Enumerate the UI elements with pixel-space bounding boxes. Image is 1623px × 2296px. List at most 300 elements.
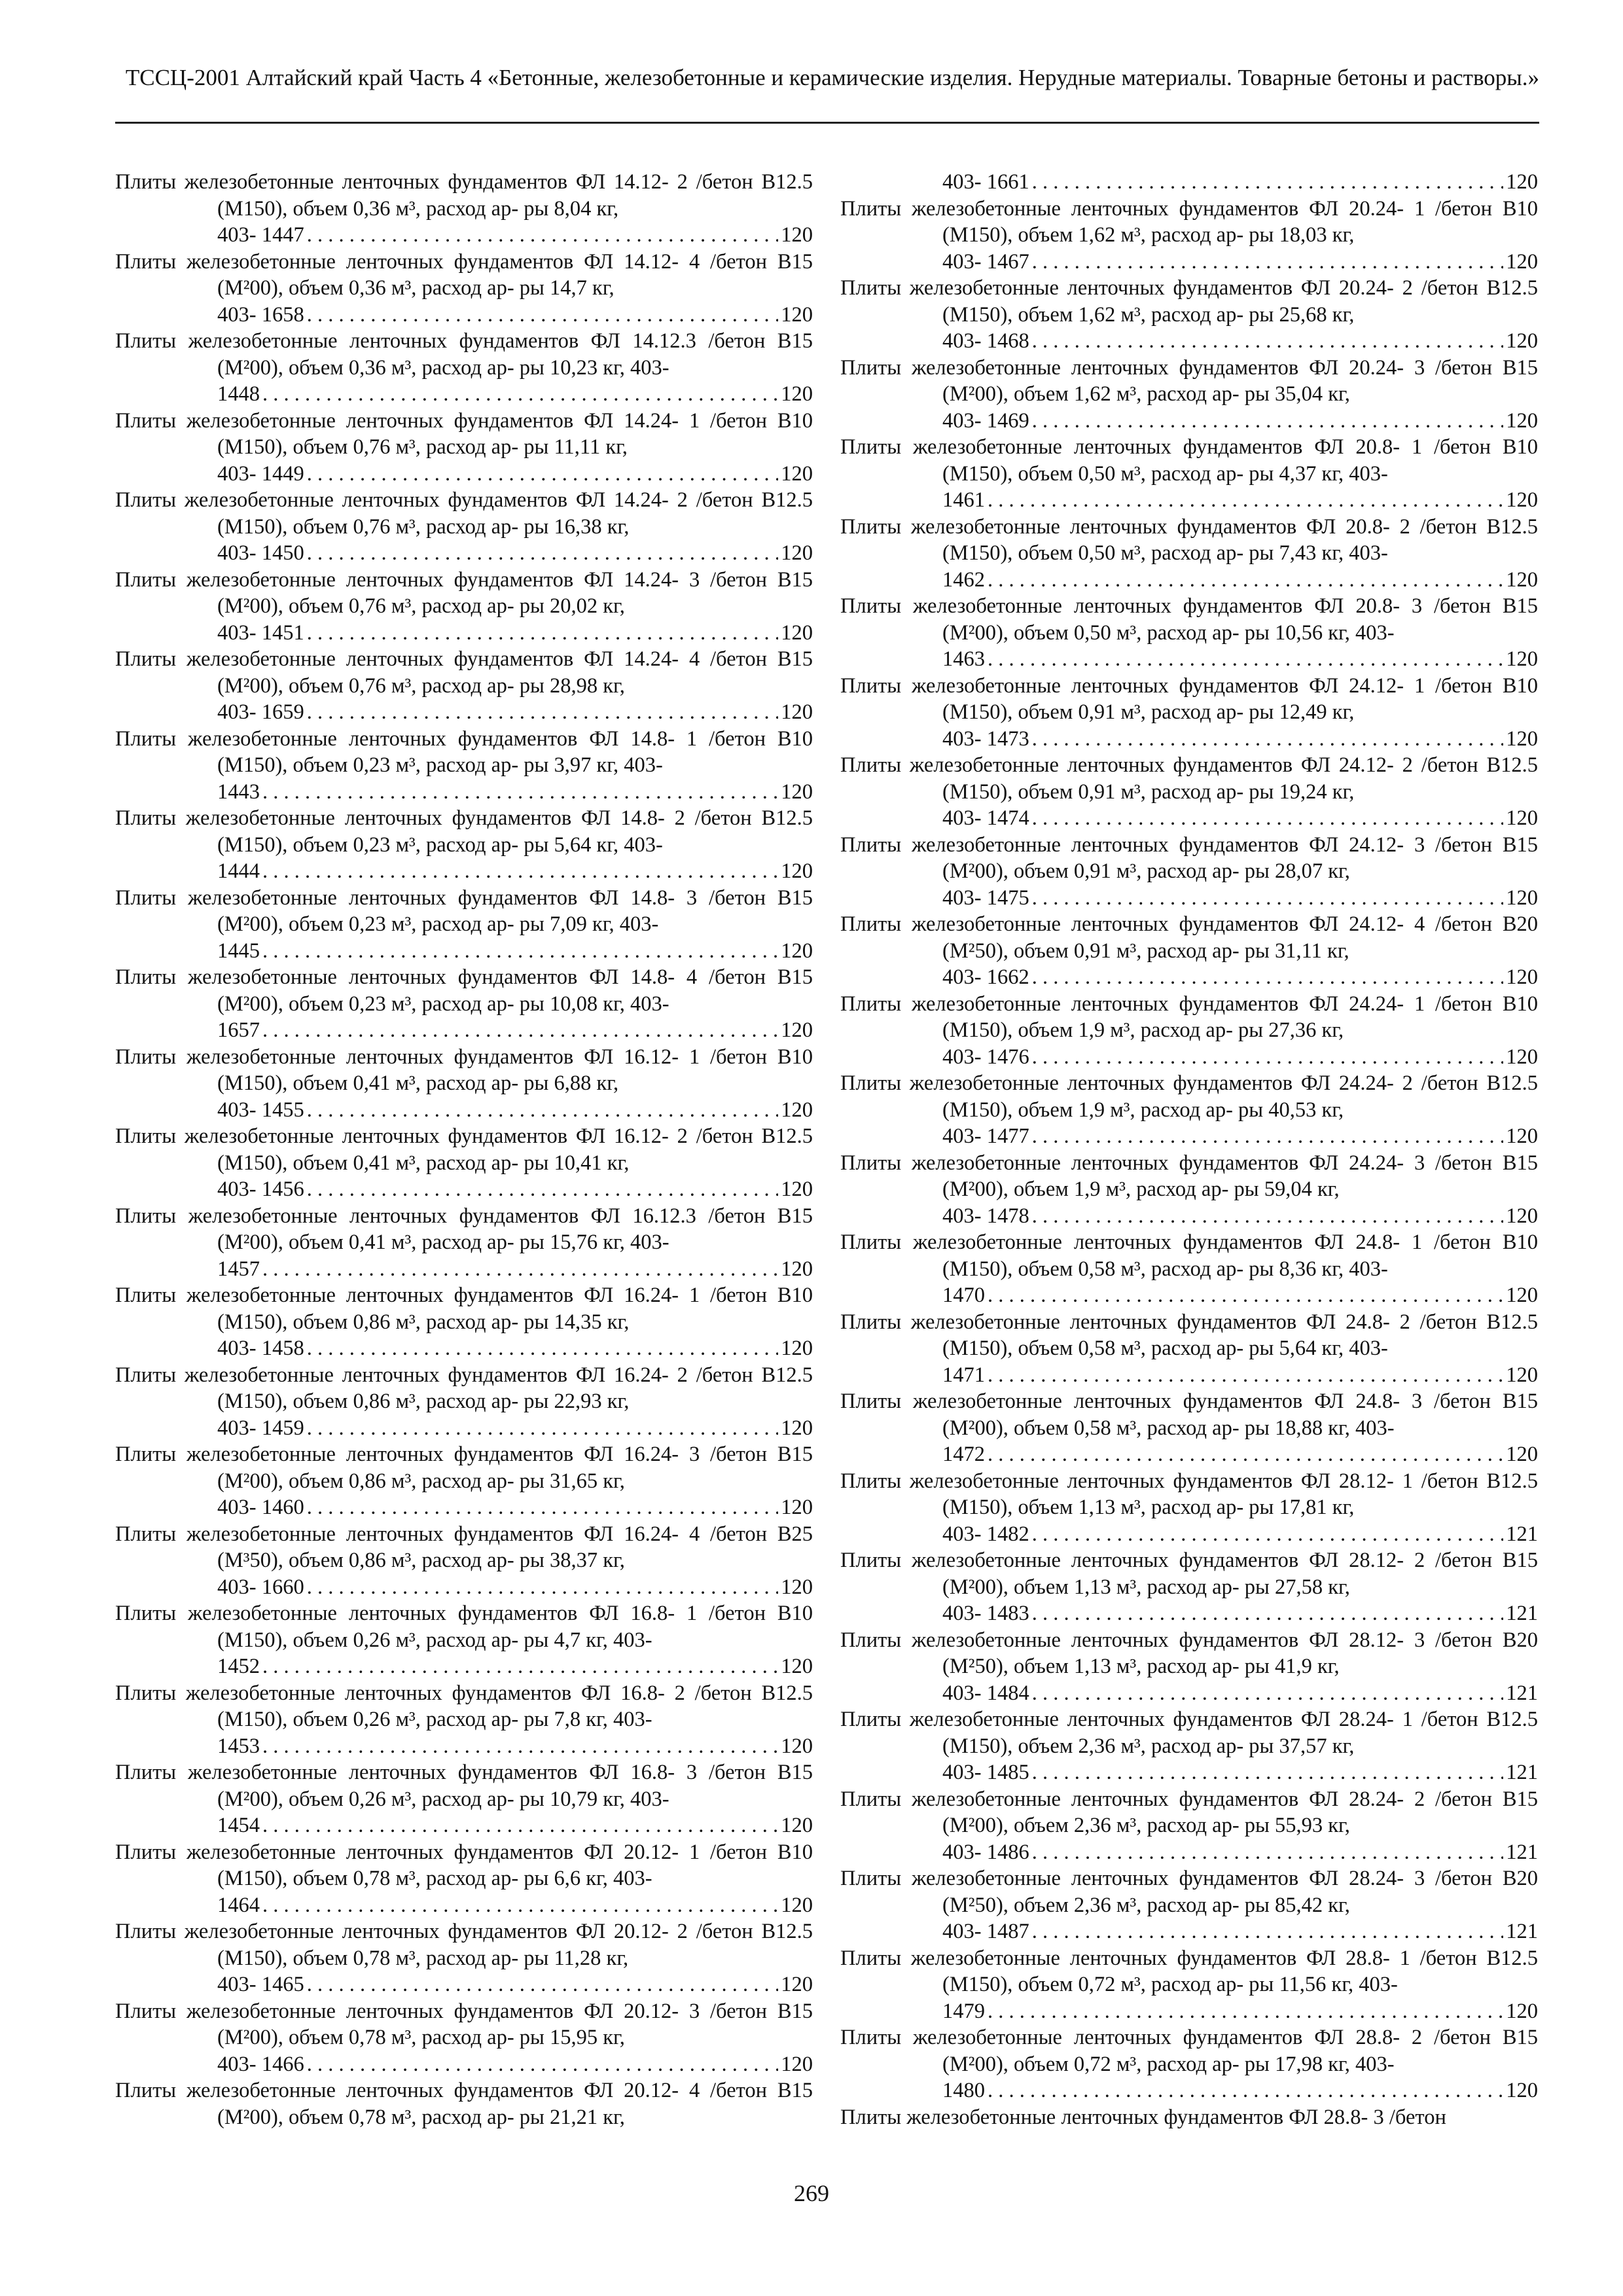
page-number: 269 [794, 2180, 829, 2206]
leader-dots [307, 1494, 779, 1521]
index-entry [840, 1070, 1538, 1123]
entry-code: 1464 [217, 1893, 260, 1917]
index-entry [840, 434, 1538, 487]
header-rule [115, 122, 1539, 124]
entry-tail [840, 567, 1538, 594]
entry-code: 1445 [217, 939, 260, 963]
entry-text: Плиты железобетонные ленточных фундаментов ФЛ 24.8- 2 /бетон В12.5 (М150), объем 0,58 м³, расход ар- ры 5,64 кг, 403- [840, 1310, 1538, 1360]
index-entry [840, 196, 1538, 249]
entry-tail [115, 1574, 813, 1601]
entry-page: 121 [1506, 1602, 1538, 1625]
entry-tail [840, 1362, 1538, 1389]
entry-page: 120 [781, 223, 813, 247]
leader-dots [1032, 885, 1504, 912]
leader-dots [307, 302, 779, 329]
entry-text: Плиты железобетонные ленточных фундаментов ФЛ 20.8- 1 /бетон В10 (М150), объем 0,50 м³, расход ар- ры 4,37 кг, 403- [840, 435, 1538, 486]
entry-page: 120 [1506, 1283, 1538, 1307]
entry-tail [115, 1097, 813, 1124]
entry-tail [840, 249, 1538, 276]
entry-tail [115, 1415, 813, 1442]
entry-page: 120 [1506, 488, 1538, 512]
entry-code: 1454 [217, 1814, 260, 1837]
index-entry [840, 1388, 1538, 1441]
entry-text: Плиты железобетонные ленточных фундаментов ФЛ 24.8- 1 /бетон В10 (М150), объем 0,58 м³, расход ар- ры 8,36 кг, 403- [840, 1230, 1538, 1281]
entry-text: Плиты железобетонные ленточных фундаментов ФЛ 16.8- 2 /бетон В12.5 (М150), объем 0,26 м³, расход ар- ры 7,8 кг, 403- [115, 1681, 813, 1731]
entry-code: 403- 1482 [942, 1522, 1029, 1546]
entry-tail [115, 1017, 813, 1044]
index-entry [115, 328, 813, 381]
entry-page: 120 [781, 382, 813, 406]
leader-dots [307, 1335, 779, 1362]
leader-dots [1032, 328, 1504, 355]
index-entry [115, 805, 813, 858]
entry-text: Плиты железобетонные ленточных фундаментов ФЛ 20.12- 3 /бетон В15 (М²00), объем 0,78 м³, расход ар- ры 15,95 кг, [115, 1999, 813, 2049]
entry-tail [115, 1812, 813, 1839]
entry-text: Плиты железобетонные ленточных фундаментов ФЛ 14.8- 2 /бетон В12.5 (М150), объем 0,23 м³, расход ар- ры 5,64 кг, 403- [115, 806, 813, 857]
index-entry [840, 911, 1538, 964]
entry-text: Плиты железобетонные ленточных фундаментов ФЛ 14.8- 4 /бетон В15 (М²00), объем 0,23 м³, расход ар- ры 10,08 кг, 403- [115, 965, 813, 1016]
entry-code: 403- 1458 [217, 1336, 304, 1360]
entry-text: Плиты железобетонные ленточных фундаментов ФЛ 28.8- 3 /бетон [840, 2105, 1446, 2129]
entry-text: Плиты железобетонные ленточных фундаментов ФЛ 20.24- 2 /бетон В12.5 (М150), объем 1,62 м³, расход ар- ры 25,68 кг, [840, 276, 1538, 327]
entry-tail [115, 938, 813, 965]
entry-text: Плиты железобетонные ленточных фундаментов ФЛ 16.8- 3 /бетон В15 (М²00), объем 0,26 м³, расход ар- ры 10,79 кг, 403- [115, 1761, 813, 1811]
entry-tail [115, 1256, 813, 1283]
running-header: ТССЦ-2001 Алтайский край Часть 4 «Бетонные, железобетонные и керамические изделия. Нерудные материалы. Товарные бетоны и растворы.» [125, 65, 1539, 90]
entry-page: 121 [1506, 1761, 1538, 1784]
index-entry [115, 1441, 813, 1494]
index-entry [840, 1547, 1538, 1600]
entry-page: 120 [1506, 408, 1538, 433]
entry-text: Плиты железобетонные ленточных фундаментов ФЛ 28.8- 2 /бетон В15 (М²00), объем 0,72 м³, расход ар- ры 17,98 кг, 403- [840, 2026, 1538, 2076]
entry-code: 1453 [217, 1734, 260, 1758]
entry-tail [115, 699, 813, 726]
entry-code: 403- 1478 [942, 1204, 1029, 1228]
entry-text: Плиты железобетонные ленточных фундаментов ФЛ 20.12- 2 /бетон В12.5 (М150), объем 0,78 м³, расход ар- ры 11,28 кг, [115, 1920, 813, 1970]
entry-text: Плиты железобетонные ленточных фундаментов ФЛ 20.8- 3 /бетон В15 (М²00), объем 0,50 м³, расход ар- ры 10,56 кг, 403- [840, 594, 1538, 645]
right-column [840, 169, 1538, 2130]
entry-code: 403- 1485 [942, 1761, 1029, 1784]
entry-page: 120 [781, 1893, 813, 1917]
leader-dots [262, 1892, 778, 1919]
entry-page: 120 [1506, 249, 1538, 274]
entry-text: Плиты железобетонные ленточных фундаментов ФЛ 28.12- 1 /бетон В12.5 (М150), объем 1,13 м³, расход ар- ры 17,81 кг, [840, 1469, 1538, 1519]
leader-dots [988, 1441, 1503, 1468]
entry-tail [115, 222, 813, 249]
index-entry [115, 1680, 813, 1733]
leader-dots [988, 567, 1503, 594]
entry-page: 120 [781, 1734, 813, 1758]
entry-page: 120 [781, 302, 813, 327]
entry-text: Плиты железобетонные ленточных фундаментов ФЛ 28.24- 2 /бетон В15 (М²00), объем 2,36 м³, расход ар- ры 55,93 кг, [840, 1787, 1538, 1837]
entry-code: 403- 1459 [217, 1416, 304, 1440]
entry-code: 403- 1449 [217, 461, 304, 486]
entry-code: 403- 1450 [217, 541, 304, 565]
entry-page: 120 [1506, 886, 1538, 910]
leader-dots [262, 1733, 778, 1760]
entry-text: Плиты железобетонные ленточных фундаментов ФЛ 28.12- 3 /бетон В20 (М²50), объем 1,13 м³, расход ар- ры 41,9 кг, [840, 1628, 1538, 1678]
entry-code: 403- 1447 [217, 223, 304, 247]
entry-code: 403- 1473 [942, 726, 1029, 751]
index-entry [840, 1468, 1538, 1521]
entry-tail [840, 2077, 1538, 2104]
entry-text: Плиты железобетонные ленточных фундаментов ФЛ 16.24- 2 /бетон В12.5 (М150), объем 0,86 м³, расход ар- ры 22,93 кг, [115, 1363, 813, 1413]
leader-dots [262, 779, 778, 806]
entry-text: Плиты железобетонные ленточных фундаментов ФЛ 24.24- 1 /бетон В10 (М150), объем 1,9 м³, расход ар- ры 27,36 кг, [840, 992, 1538, 1042]
entry-code: 1471 [942, 1363, 985, 1387]
index-entry [840, 1229, 1538, 1282]
entry-tail [840, 1123, 1538, 1150]
entry-text: Плиты железобетонные ленточных фундаментов ФЛ 24.12- 3 /бетон В15 (М²00), объем 0,91 м³, расход ар- ры 28,07 кг, [840, 833, 1538, 883]
entry-text: Плиты железобетонные ленточных фундаментов ФЛ 20.12- 1 /бетон В10 (М150), объем 0,78 м³, расход ар- ры 6,6 кг, 403- [115, 1840, 813, 1890]
entry-tail [840, 1044, 1538, 1071]
entry-tail [115, 1494, 813, 1521]
entry-tail [840, 885, 1538, 912]
leader-dots [307, 620, 779, 647]
entry-code: 403- 1661 [942, 170, 1029, 194]
entry-page: 120 [781, 1973, 813, 1996]
entry-page: 120 [1506, 1204, 1538, 1228]
entry-text: Плиты железобетонные ленточных фундаментов ФЛ 14.12- 4 /бетон В15 (М²00), объем 0,36 м³, расход ар- ры 14,7 кг, [115, 249, 813, 300]
index-entry [840, 1309, 1538, 1362]
entry-code: 403- 1662 [942, 965, 1029, 989]
index-entry [840, 1786, 1538, 1839]
entry-page: 120 [1506, 1999, 1538, 2023]
leader-dots [988, 1998, 1503, 2025]
entry-page: 120 [781, 939, 813, 963]
entry-tail [115, 1971, 813, 1998]
entry-tail [840, 408, 1538, 435]
entry-text: Плиты железобетонные ленточных фундаментов ФЛ 14.24- 1 /бетон В10 (М150), объем 0,76 м³, расход ар- ры 11,11 кг, [115, 408, 813, 459]
entry-tail [840, 964, 1538, 991]
index-entry [840, 991, 1538, 1044]
entry-page: 120 [781, 1496, 813, 1519]
entry-page: 120 [1506, 2079, 1538, 2102]
entry-tail [840, 646, 1538, 673]
entry-code: 403- 1466 [217, 2052, 304, 2076]
leader-dots [1032, 964, 1504, 991]
entry-text: Плиты железобетонные ленточных фундаментов ФЛ 20.12- 4 /бетон В15 (М²00), объем 0,78 м³, расход ар- ры 21,21 кг, [115, 2079, 813, 2129]
entry-page: 121 [1506, 1840, 1538, 1864]
entry-tail [840, 1998, 1538, 2025]
entry-text: Плиты железобетонные ленточных фундаментов ФЛ 16.24- 3 /бетон В15 (М²00), объем 0,86 м³, расход ар- ры 31,65 кг, [115, 1443, 813, 1493]
entry-page: 120 [781, 620, 813, 645]
entry-tail [840, 726, 1538, 753]
entry-tail [840, 805, 1538, 832]
index-entry [115, 249, 813, 302]
entry-page: 121 [1506, 1522, 1538, 1546]
entry-text: Плиты железобетонные ленточных фундаментов ФЛ 14.24- 2 /бетон В12.5 (М150), объем 0,76 м³, расход ар- ры 16,38 кг, [115, 488, 813, 539]
entry-text: Плиты железобетонные ленточных фундаментов ФЛ 20.24- 1 /бетон В10 (М150), объем 1,62 м³, расход ар- ры 18,03 кг, [840, 196, 1538, 247]
entry-code: 403- 1456 [217, 1177, 304, 1201]
entry-page: 120 [1506, 647, 1538, 671]
entry-code: 403- 1467 [942, 249, 1029, 274]
entry-code: 403- 1469 [942, 408, 1029, 433]
entry-tail [115, 381, 813, 408]
entry-page: 121 [1506, 1681, 1538, 1705]
index-entry [115, 408, 813, 461]
leader-dots [1032, 1044, 1504, 1071]
entry-code: 1461 [942, 488, 985, 512]
index-entry [115, 1998, 813, 2051]
leader-dots [1032, 1521, 1504, 1548]
index-entry [115, 1123, 813, 1176]
entry-text: Плиты железобетонные ленточных фундаментов ФЛ 14.8- 1 /бетон В10 (М150), объем 0,23 м³, расход ар- ры 3,97 кг, 403- [115, 726, 813, 777]
entry-text: Плиты железобетонные ленточных фундаментов ФЛ 16.24- 4 /бетон В25 (М³50), объем 0,86 м³, расход ар- ры 38,37 кг, [115, 1522, 813, 1572]
entry-tail [840, 1441, 1538, 1468]
entry-text: Плиты железобетонные ленточных фундаментов ФЛ 16.12- 1 /бетон В10 (М150), объем 0,41 м³, расход ар- ры 6,88 кг, [115, 1045, 813, 1095]
leader-dots [307, 1574, 779, 1601]
leader-dots [988, 1362, 1503, 1389]
entry-code: 1448 [217, 382, 260, 406]
index-entry [115, 1521, 813, 1574]
index-entry [840, 1945, 1538, 1998]
leader-dots [262, 381, 778, 408]
index-entry [115, 1759, 813, 1812]
entry-text: Плиты железобетонные ленточных фундаментов ФЛ 14.24- 3 /бетон В15 (М²00), объем 0,76 м³, расход ар- ры 20,02 кг, [115, 567, 813, 618]
leader-dots [262, 1017, 778, 1044]
index-entry [115, 1044, 813, 1097]
index-entry [115, 567, 813, 620]
entry-code: 403- 1477 [942, 1124, 1029, 1148]
entry-page: 120 [781, 1098, 813, 1122]
entry-page: 120 [1506, 806, 1538, 830]
index-entry [115, 964, 813, 1017]
entry-tail [115, 1335, 813, 1362]
index-entry [840, 355, 1538, 408]
entry-tail [840, 1759, 1538, 1786]
entry-code: 403- 1455 [217, 1098, 304, 1122]
entry-code: 1463 [942, 647, 985, 671]
entry-page: 120 [1506, 329, 1538, 353]
entry-tail [115, 858, 813, 885]
entry-page: 120 [781, 700, 813, 724]
index-entry [115, 1839, 813, 1892]
entry-code: 403- 1484 [942, 1681, 1029, 1705]
entry-page: 120 [781, 461, 813, 486]
entry-page: 120 [781, 2052, 813, 2076]
entry-text: Плиты железобетонные ленточных фундаментов ФЛ 14.12.3 /бетон В15 (М²00), объем 0,36 м³, расход ар- ры 10,23 кг, 403- [115, 329, 813, 380]
entry-tail [115, 302, 813, 329]
leader-dots [307, 461, 779, 488]
entry-page: 120 [1506, 1363, 1538, 1387]
index-entry [115, 1918, 813, 1971]
entry-page: 120 [781, 780, 813, 804]
entry-text: Плиты железобетонные ленточных фундаментов ФЛ 14.24- 4 /бетон В15 (М²00), объем 0,76 м³, расход ар- ры 28,98 кг, [115, 647, 813, 698]
entry-page: 120 [1506, 1124, 1538, 1148]
leader-dots [307, 1176, 779, 1203]
entry-code: 403- 1468 [942, 329, 1029, 353]
index-entry [115, 726, 813, 779]
entry-page: 120 [781, 859, 813, 883]
entry-tail [840, 487, 1538, 514]
leader-dots [262, 1653, 778, 1680]
entry-code: 1444 [217, 859, 260, 883]
entry-page: 120 [781, 541, 813, 565]
index-entry [115, 487, 813, 540]
entry-code: 1657 [217, 1018, 260, 1042]
index-entry [840, 1627, 1538, 1680]
leader-dots [1032, 1918, 1504, 1945]
leader-dots [1032, 1123, 1504, 1150]
leader-dots [988, 646, 1503, 673]
leader-dots [307, 699, 779, 726]
entry-tail [840, 1839, 1538, 1866]
index-entry [840, 1865, 1538, 1918]
entry-tail [840, 1918, 1538, 1945]
entry-text: Плиты железобетонные ленточных фундаментов ФЛ 28.24- 3 /бетон В20 (М²50), объем 2,36 м³, расход ар- ры 85,42 кг, [840, 1867, 1538, 1917]
leader-dots [988, 1282, 1503, 1309]
index-entry [840, 2024, 1538, 2077]
leader-dots [307, 1415, 779, 1442]
entry-text: Плиты железобетонные ленточных фундаментов ФЛ 24.8- 3 /бетон В15 (М²00), объем 0,58 м³, расход ар- ры 18,88 кг, 403- [840, 1390, 1538, 1440]
entry-text: Плиты железобетонные ленточных фундаментов ФЛ 24.24- 2 /бетон В12.5 (М150), объем 1,9 м³, расход ар- ры 40,53 кг, [840, 1071, 1538, 1122]
entry-code: 403- 1465 [217, 1973, 304, 1996]
entry-page: 120 [781, 1177, 813, 1201]
entry-text: Плиты железобетонные ленточных фундаментов ФЛ 24.12- 4 /бетон В20 (М²50), объем 0,91 м³, расход ар- ры 31,11 кг, [840, 912, 1538, 963]
entry-tail [840, 1680, 1538, 1707]
entry-code: 1457 [217, 1257, 260, 1281]
index-entry [115, 2077, 813, 2130]
entry-page: 120 [781, 1575, 813, 1599]
entry-page: 120 [1506, 567, 1538, 592]
leader-dots [307, 2051, 779, 2078]
leader-dots [1032, 1839, 1504, 1866]
index-entry [115, 1203, 813, 1256]
entry-code: 1462 [942, 567, 985, 592]
entry-text: Плиты железобетонные ленточных фундаментов ФЛ 16.8- 1 /бетон В10 (М150), объем 0,26 м³, расход ар- ры 4,7 кг, 403- [115, 1602, 813, 1652]
leader-dots [262, 938, 778, 965]
index-entry [115, 885, 813, 938]
left-column [115, 169, 813, 2130]
leader-dots [1032, 726, 1504, 753]
leader-dots [1032, 1759, 1504, 1786]
leader-dots [262, 1812, 778, 1839]
entry-tail [115, 779, 813, 806]
entry-tail [840, 1203, 1538, 1230]
leader-dots [988, 487, 1503, 514]
leader-dots [307, 1971, 779, 1998]
index-entry [840, 673, 1538, 726]
entry-text: Плиты железобетонные ленточных фундаментов ФЛ 24.12- 1 /бетон В10 (М150), объем 0,91 м³, расход ар- ры 12,49 кг, [840, 673, 1538, 724]
entry-tail [115, 620, 813, 647]
entry-code: 1452 [217, 1655, 260, 1678]
index-entry [115, 1600, 813, 1653]
index-entry [115, 169, 813, 222]
leader-dots [307, 1097, 779, 1124]
leader-dots [1032, 408, 1504, 435]
entry-text: Плиты железобетонные ленточных фундаментов ФЛ 20.24- 3 /бетон В15 (М²00), объем 1,62 м³, расход ар- ры 35,04 кг, [840, 355, 1538, 406]
entry-code: 403- 1451 [217, 620, 304, 645]
entry-code: 1470 [942, 1283, 985, 1307]
leader-dots [1032, 805, 1504, 832]
entry-tail [115, 2051, 813, 2078]
entry-tail [115, 1892, 813, 1919]
entry-text: Плиты железобетонные ленточных фундаментов ФЛ 24.24- 3 /бетон В15 (М²00), объем 1,9 м³, расход ар- ры 59,04 кг, [840, 1151, 1538, 1201]
entry-code: 1480 [942, 2079, 985, 2102]
index-entry [840, 832, 1538, 885]
entry-page: 120 [781, 1416, 813, 1440]
entry-text: Плиты железобетонные ленточных фундаментов ФЛ 28.8- 1 /бетон В12.5 (М150), объем 0,72 м³, расход ар- ры 11,56 кг, 403- [840, 1946, 1538, 1996]
entry-page: 120 [781, 1655, 813, 1678]
entry-page: 120 [781, 1336, 813, 1360]
entry-code: 1472 [942, 1443, 985, 1466]
entry-code: 403- 1658 [217, 302, 304, 327]
entry-text: Плиты железобетонные ленточных фундаментов ФЛ 14.8- 3 /бетон В15 (М²00), объем 0,23 м³, расход ар- ры 7,09 кг, 403- [115, 886, 813, 936]
entry-page: 120 [1506, 965, 1538, 989]
continued-entry-tail [840, 169, 1538, 196]
entry-tail [840, 1600, 1538, 1627]
entry-page: 121 [1506, 1920, 1538, 1943]
leader-dots [988, 2077, 1503, 2104]
entry-code: 403- 1475 [942, 886, 1029, 910]
entry-text: Плиты железобетонные ленточных фундаментов ФЛ 24.12- 2 /бетон В12.5 (М150), объем 0,91 м³, расход ар- ры 19,24 кг, [840, 753, 1538, 804]
entry-page: 120 [1506, 1443, 1538, 1466]
entry-page: 120 [1506, 1045, 1538, 1069]
entry-code: 403- 1659 [217, 700, 304, 724]
entry-tail [115, 1653, 813, 1680]
entry-text: Плиты железобетонные ленточных фундаментов ФЛ 14.12- 2 /бетон В12.5 (М150), объем 0,36 м³, расход ар- ры 8,04 кг, [115, 170, 813, 221]
entry-tail [115, 540, 813, 567]
index-entry [840, 593, 1538, 646]
index-entry [840, 1150, 1538, 1203]
leader-dots [1032, 1600, 1504, 1627]
leader-dots [262, 1256, 778, 1283]
entry-tail [115, 1176, 813, 1203]
entry-code: 403- 1486 [942, 1840, 1029, 1864]
leader-dots [1032, 249, 1504, 276]
entry-tail [840, 1521, 1538, 1548]
entry-page: 120 [781, 1814, 813, 1837]
leader-dots [1032, 1680, 1504, 1707]
entry-code: 403- 1660 [217, 1575, 304, 1599]
entry-tail [115, 1733, 813, 1760]
entry-page: 120 [1506, 726, 1538, 751]
entry-page: 120 [1506, 170, 1538, 194]
entry-code: 403- 1487 [942, 1920, 1029, 1943]
index-entry [840, 514, 1538, 567]
entry-text: Плиты железобетонные ленточных фундаментов ФЛ 20.8- 2 /бетон В12.5 (М150), объем 0,50 м³, расход ар- ры 7,43 кг, 403- [840, 514, 1538, 565]
index-entry [115, 646, 813, 699]
entry-tail [115, 461, 813, 488]
entry-text: Плиты железобетонные ленточных фундаментов ФЛ 16.12.3 /бетон В15 (М²00), объем 0,41 м³, расход ар- ры 15,76 кг, 403- [115, 1204, 813, 1254]
entry-text: Плиты железобетонные ленточных фундаментов ФЛ 16.12- 2 /бетон В12.5 (М150), объем 0,41 м³, расход ар- ры 10,41 кг, [115, 1124, 813, 1175]
leader-dots [1032, 1203, 1504, 1230]
leader-dots [307, 540, 779, 567]
leader-dots [262, 858, 778, 885]
entry-page: 120 [781, 1018, 813, 1042]
entry-code: 1479 [942, 1999, 985, 2023]
entry-code: 403- 1483 [942, 1602, 1029, 1625]
entry-code: 403- 1460 [217, 1496, 304, 1519]
entry-code: 403- 1476 [942, 1045, 1029, 1069]
entry-page: 120 [781, 1257, 813, 1281]
entry-code: 1443 [217, 780, 260, 804]
index-entry [115, 1362, 813, 1415]
index-entry [840, 752, 1538, 805]
entry-tail [840, 328, 1538, 355]
leader-dots [307, 222, 779, 249]
index-entry [840, 2104, 1538, 2131]
index-entry [115, 1282, 813, 1335]
entry-text: Плиты железобетонные ленточных фундаментов ФЛ 16.24- 1 /бетон В10 (М150), объем 0,86 м³, расход ар- ры 14,35 кг, [115, 1283, 813, 1334]
entry-text: Плиты железобетонные ленточных фундаментов ФЛ 28.24- 1 /бетон В12.5 (М150), объем 2,36 м³, расход ар- ры 37,57 кг, [840, 1708, 1538, 1758]
index-entry [840, 275, 1538, 328]
index-entry [840, 1706, 1538, 1759]
entry-code: 403- 1474 [942, 806, 1029, 830]
entry-text: Плиты железобетонные ленточных фундаментов ФЛ 28.12- 2 /бетон В15 (М²00), объем 1,13 м³, расход ар- ры 27,58 кг, [840, 1549, 1538, 1599]
entry-tail [840, 1282, 1538, 1309]
